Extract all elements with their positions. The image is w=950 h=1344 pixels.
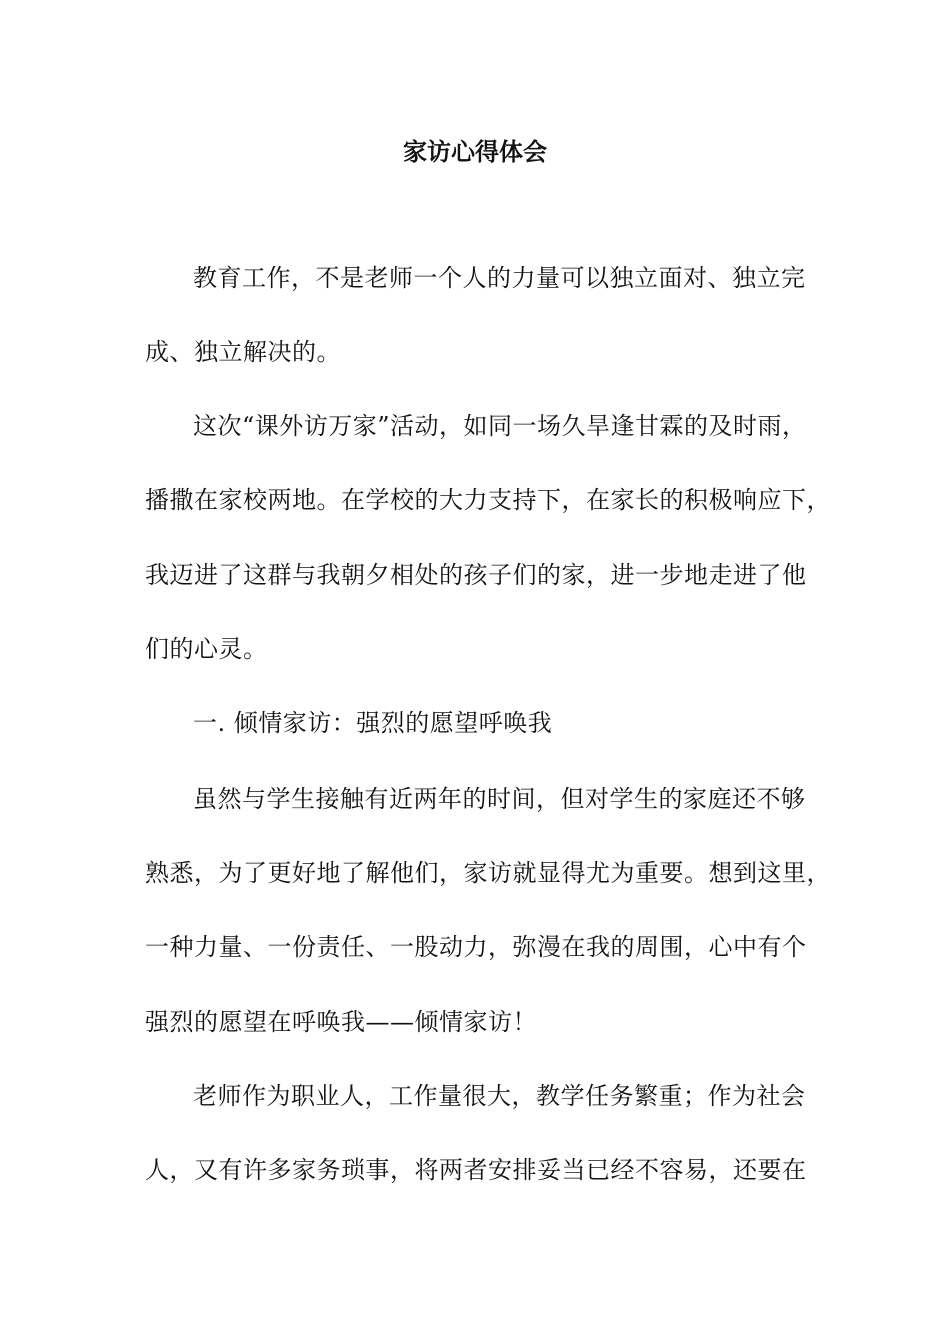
text-line: 这次“课外访万家”活动，如同一场久旱逢甘霖的及时雨， xyxy=(193,412,807,440)
text-line: 强烈的愿望在呼唤我——倾情家访！ xyxy=(145,1008,537,1036)
text-line: 一种力量、一份责任、一股动力，弥漫在我的周围，心中有个 xyxy=(145,933,807,961)
text-line: 们的心灵。 xyxy=(145,635,268,663)
text-line: 人，又有许多家务琐事，将两者安排妥当已经不容易，还要在 xyxy=(145,1156,807,1184)
section-heading: 一. 倾情家访：强烈的愿望呼唤我 xyxy=(193,709,553,737)
text-line: 虽然与学生接触有近两年的时间，但对学生的家庭还不够 xyxy=(193,785,806,813)
text-line: 教育工作，不是老师一个人的力量可以独立面对、独立完 xyxy=(193,264,806,292)
text-line: 老师作为职业人，工作量很大，教学任务繁重；作为社会 xyxy=(193,1082,806,1110)
text-line: 我迈进了这群与我朝夕相处的孩子们的家，进一步地走进了他 xyxy=(145,561,807,589)
text-line: 熟悉，为了更好地了解他们，家访就显得尤为重要。想到这里， xyxy=(145,859,831,887)
text-line: 播撒在家校两地。在学校的大力支持下，在家长的积极响应下， xyxy=(145,486,831,514)
text-line: 成、独立解决的。 xyxy=(145,338,341,366)
document-title: 家访心得体会 xyxy=(403,138,547,166)
